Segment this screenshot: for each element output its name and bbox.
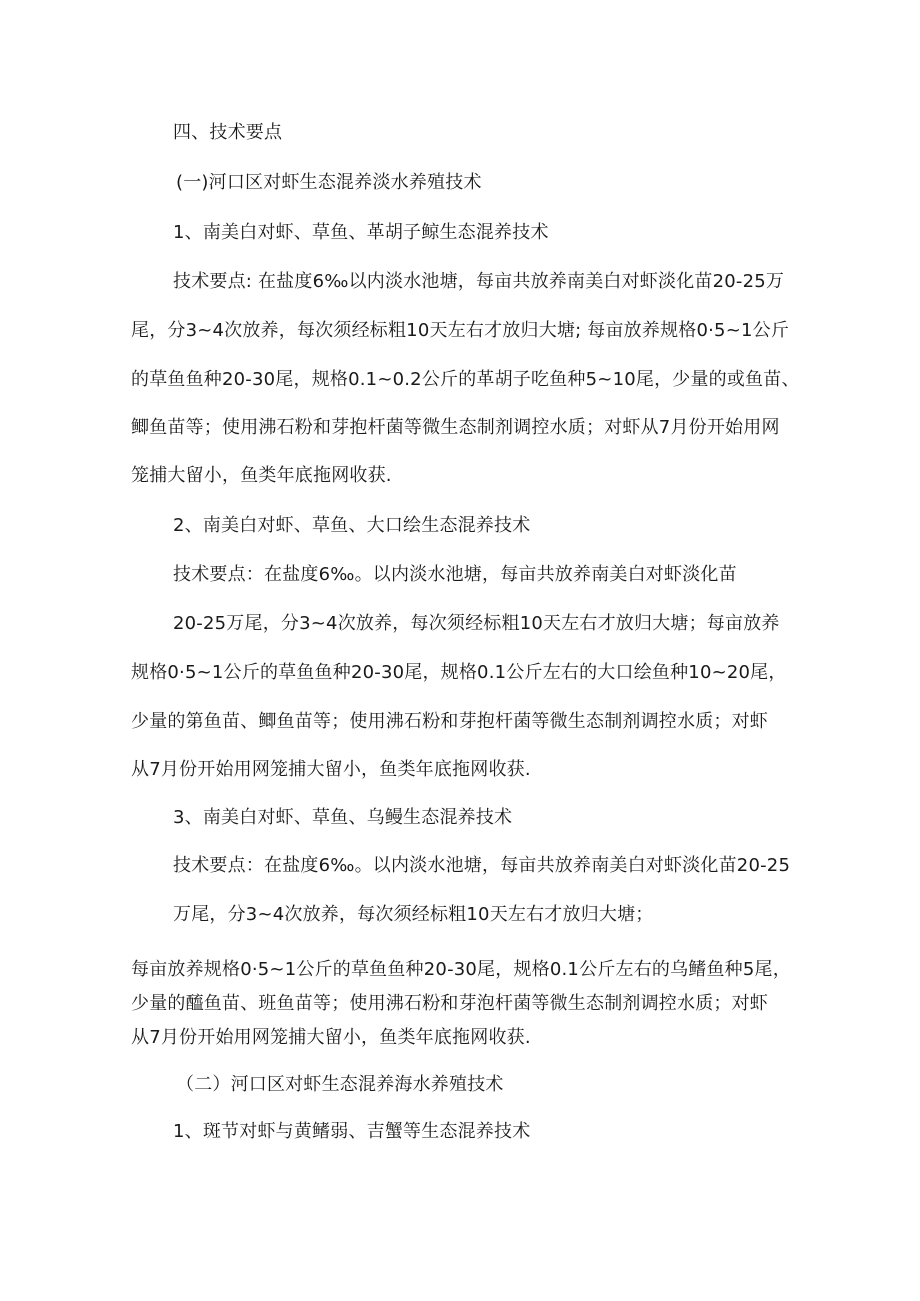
item-title: 1、斑节对虾与黄鳍弱、吉蟹等生态混养技术 <box>173 1121 531 1142</box>
paragraph-line: 规格0·5~1公斤的草鱼鱼种20-30尾，规格0.1公斤左右的大口绘鱼种10~20尾， <box>131 662 787 683</box>
paragraph-line: 尾，分3~4次放养，每次须经标粗10天左右才放归大塘; 每亩放养规格0·5~1公斤 <box>131 320 790 341</box>
paragraph-line: 从7月份开始用网笼捕大留小，鱼类年底拖网收获. <box>131 1027 531 1048</box>
paragraph-line: 万尾，分3~4次放养，每次须经标粗10天左右才放归大塘； <box>173 904 654 925</box>
item-title: 1、南美白对虾、草鱼、革胡子鲸生态混养技术 <box>173 222 549 243</box>
paragraph-line: 从7月份开始用网笼捕大留小，鱼类年底拖网收获. <box>131 759 531 780</box>
item-title: 3、南美白对虾、草鱼、乌鳗生态混养技术 <box>173 807 513 828</box>
paragraph-line: 技术要点：在盐度6‰。以内淡水池塘，每亩共放养南美白对虾淡化苗20-25 <box>173 855 791 876</box>
subsection-title: (一)河口区对虾生态混养淡水养殖技术 <box>176 172 482 193</box>
paragraph-line: 每亩放养规格0·5~1公斤的草鱼鱼种20-30尾，规格0.1公斤左右的乌鳍鱼种5尾， <box>131 959 791 980</box>
paragraph-line: 的草鱼鱼种20-30尾，规格0.1~0.2公斤的革胡子吃鱼种5~10尾，少量的或鱼苗、 <box>131 369 800 390</box>
paragraph-line: 鲫鱼苗等；使用沸石粉和芽抱杆菌等微生态制剂调控水质；对虾从7月份开始用网 <box>131 417 780 438</box>
paragraph-line: 笼捕大留小，鱼类年底拖网收获. <box>131 465 392 486</box>
paragraph-line: 少量的醯鱼苗、班鱼苗等；使用沸石粉和芽泡杆菌等微生态制剂调控水质；对虾 <box>131 993 768 1014</box>
paragraph-line: 技术要点: 在盐度6‰以内淡水池塘，每亩共放养南美白对虾淡化苗20-25万 <box>173 271 785 292</box>
paragraph-line: 技术要点：在盐度6‰。以内淡水池塘，每亩共放养南美白对虾淡化苗 <box>173 564 737 585</box>
section-heading: 四、技术要点 <box>173 122 283 143</box>
paragraph-line: 少量的第鱼苗、鲫鱼苗等；使用沸石粉和芽抱杆菌等微生态制剂调控水质；对虾 <box>131 711 768 732</box>
subsection-title: （二）河口区对虾生态混养海水养殖技术 <box>176 1074 504 1095</box>
item-title: 2、南美白对虾、草鱼、大口绘生态混养技术 <box>173 515 531 536</box>
paragraph-line: 20-25万尾，分3~4次放养，每次须经标粗10天左右才放归大塘；每亩放养 <box>173 613 780 634</box>
